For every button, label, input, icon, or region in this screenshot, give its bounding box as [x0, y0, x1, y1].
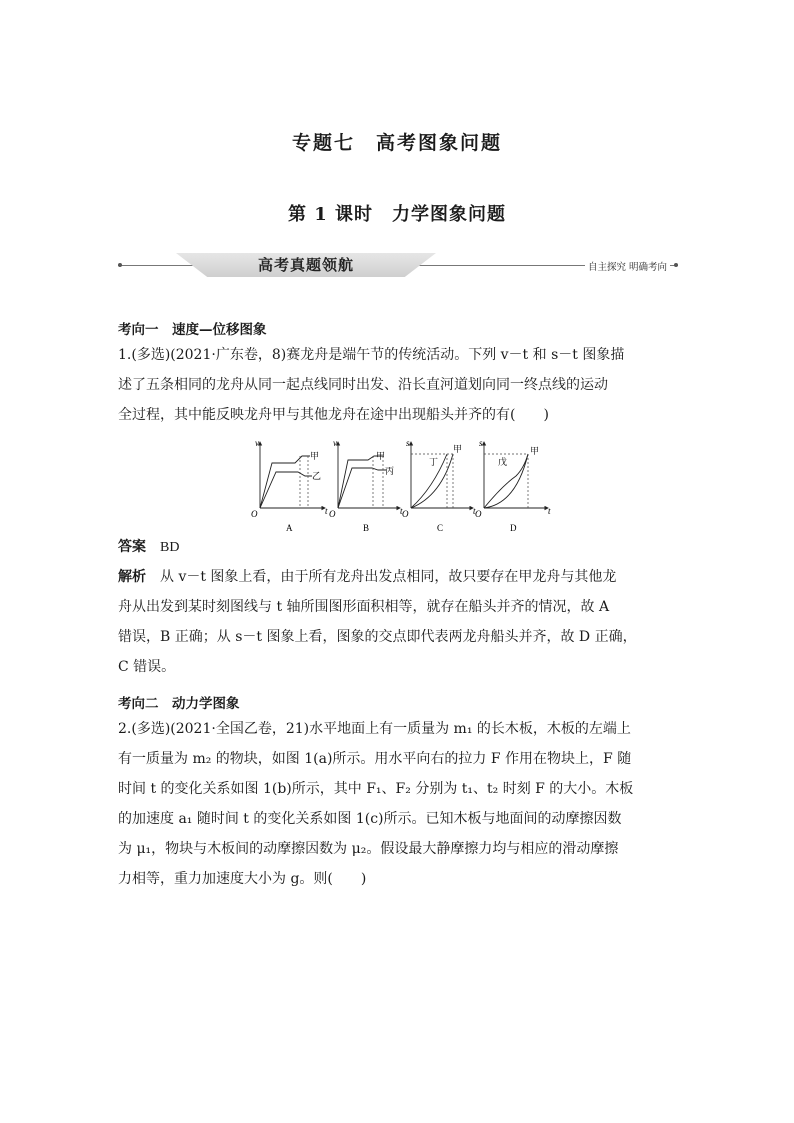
curve-label: 甲 — [310, 451, 320, 461]
answer-value: BD — [160, 540, 180, 555]
axis-label: t — [548, 506, 551, 516]
origin-label: O — [329, 509, 336, 519]
section-banner — [118, 252, 678, 280]
question-1-line: 1.(多选)(2021·广东卷，8)赛龙舟是端午节的传统活动。下列 v－t 和 s－t 图象描 — [118, 347, 625, 363]
banner-dot-right — [674, 263, 678, 267]
answer-label: 答案 — [118, 539, 146, 555]
origin-label: O — [402, 509, 409, 519]
panel-caption: A — [286, 523, 293, 533]
axis-label: t — [473, 506, 476, 516]
figure-panel-d — [475, 438, 551, 533]
analysis-line: 从 v－t 图象上看，由于所有龙舟出发点相同，故只要存在甲龙舟与其他龙 — [160, 569, 617, 585]
axis-label: s — [479, 438, 483, 448]
question-1-line: 述了五条相同的龙舟从同一起点线同时出发、沿长直河道划向同一终点线的运动 — [118, 377, 608, 393]
panel-caption: D — [510, 523, 517, 533]
axis-label: t — [400, 506, 403, 516]
question-2 — [118, 714, 678, 894]
curve-label: 丙 — [385, 466, 395, 476]
lesson-title: 第 1 课时 力学图象问题 — [287, 204, 507, 225]
banner-subtitle: 自主探究 明确考向 — [585, 259, 670, 273]
axis-label: v — [333, 438, 337, 448]
analysis-line: 舟从出发到某时刻图线与 t 轴所围图形面积相等，就存在船头并齐的情况，故 A — [118, 599, 610, 615]
section-heading-2: 考向二 动力学图象 — [118, 696, 240, 712]
axis-label: v — [255, 438, 259, 448]
analysis-line: 错误，B 正确；从 s－t 图象上看，图象的交点即代表两龙舟船头并齐，故 D 正确， — [118, 629, 637, 645]
curve-label: 甲 — [376, 451, 386, 461]
question-2-line: 的加速度 a₁ 随时间 t 的变化关系如图 1(c)所示。已知木板与地面间的动摩擦因数 — [118, 811, 622, 827]
figure-panel-b — [329, 438, 403, 533]
banner-label: 高考真题领航 — [257, 256, 354, 274]
panel-caption: B — [363, 523, 370, 533]
question-2-line: 为 μ₁，物块与木板间的动摩擦因数为 μ₂。假设最大静摩擦力均与相应的滑动摩擦 — [118, 841, 619, 857]
curve-label: 丁 — [429, 457, 439, 467]
section-heading-1: 考向一 速度—位移图象 — [118, 322, 267, 338]
origin-label: O — [251, 509, 258, 519]
question-1-figures — [250, 438, 550, 533]
figure-panel-c — [402, 438, 476, 533]
axis-label: t — [325, 506, 328, 516]
question-2-line: 2.(多选)(2021·全国乙卷，21)水平地面上有一质量为 m₁ 的长木板，木板的左端上 — [118, 721, 631, 737]
banner-dot-left — [118, 263, 122, 267]
axis-label: s — [406, 438, 410, 448]
answer-line — [118, 532, 678, 563]
curve-label: 甲 — [530, 446, 540, 456]
question-1 — [118, 340, 678, 430]
question-2-line: 时间 t 的变化关系如图 1(b)所示，其中 F₁、F₂ 分别为 t₁、t₂ 时刻 F 的大小。木板 — [118, 781, 634, 797]
panel-caption: C — [437, 523, 444, 533]
question-2-line: 有一质量为 m₂ 的物块，如图 1(a)所示。用水平向右的拉力 F 作用在物块上，F 随 — [118, 751, 632, 767]
question-2-line: 力相等，重力加速度大小为 g。则( ) — [118, 871, 367, 887]
figure-panel-a — [251, 438, 328, 533]
curve-label: 戊 — [498, 457, 508, 467]
curve-label: 乙 — [312, 471, 322, 481]
page-title: 专题七 高考图象问题 — [291, 132, 502, 154]
analysis-line: C 错误。 — [118, 659, 176, 675]
curve-label: 甲 — [453, 444, 463, 454]
origin-label: O — [475, 509, 482, 519]
analysis — [118, 562, 678, 682]
analysis-label: 解析 — [118, 569, 146, 585]
question-1-line: 全过程，其中能反映龙舟甲与其他龙舟在途中出现船头并齐的有( ) — [118, 407, 549, 423]
